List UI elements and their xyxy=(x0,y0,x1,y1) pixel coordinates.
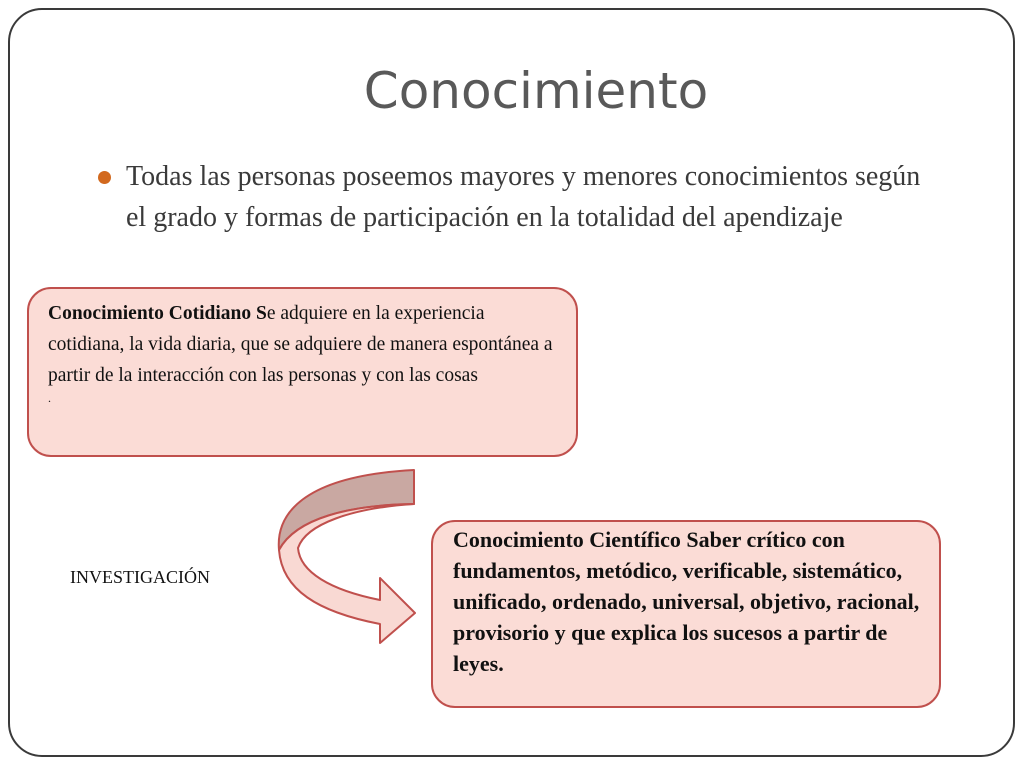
bullet-dot-icon xyxy=(98,171,111,184)
bullet-text: Todas las personas poseemos mayores y menores conocimientos según el grado y formas de participación en la totalidad del apendizaje xyxy=(126,161,921,233)
cotidiano-trailing-dot: . xyxy=(48,391,51,405)
cotidiano-heading: Conocimiento Cotidiano xyxy=(48,303,257,324)
cientifico-text: Conocimiento Científico Saber crítico con fundamentos, metódico, verificable, sistemático, unificado, ordenado, universal, objetivo, racional, provisorio y que explica los sucesos a partir de leyes. xyxy=(453,527,920,676)
investigacion-label: INVESTIGACIÓN xyxy=(70,567,210,587)
cotidiano-box xyxy=(27,287,578,457)
cientifico-box xyxy=(431,520,941,708)
cotidiano-initial: S xyxy=(256,303,267,324)
slide-title: Conocimiento xyxy=(363,62,709,120)
cotidiano-text: e adquiere en la experiencia cotidiana, la vida diaria, que se adquiere de manera espontánea a partir de la interacción con las personas y con las cosas xyxy=(48,303,553,386)
